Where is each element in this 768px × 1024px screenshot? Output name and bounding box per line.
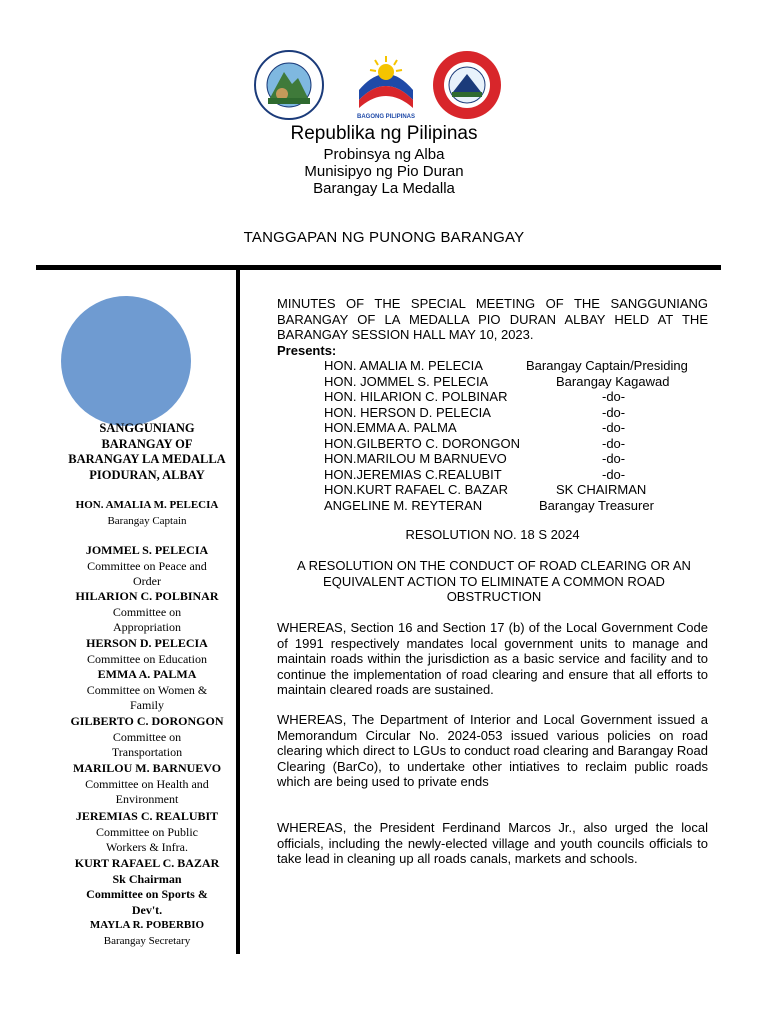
whereas-paragraph: WHEREAS, the President Ferdinand Marcos Jr., also urged the local officials, including the newly-elected village and youth councils officials to take lead in cleaning up all roads canals, markets and schools. bbox=[277, 820, 708, 866]
presents-label: Presents: bbox=[277, 343, 337, 358]
member-entry bbox=[58, 589, 236, 636]
member-role: Committee on bbox=[112, 729, 182, 744]
attendee-name: ANGELINE M. REYTERAN bbox=[324, 498, 483, 513]
attendee-role: -do- bbox=[602, 467, 626, 482]
member-entry bbox=[58, 543, 236, 590]
member-role: Environment bbox=[115, 792, 179, 806]
province-line: Probinsya ng Alba bbox=[323, 146, 445, 163]
resolution-title: A RESOLUTION ON THE CONDUCT OF ROAD CLEARING OR AN EQUIVALENT ACTION TO ELIMINATE A COMMON ROAD OBSTRUCTION bbox=[297, 558, 691, 604]
member-role: Transportation bbox=[111, 745, 183, 759]
attendee-name: HON. JOMMEL S. PELECIA bbox=[324, 374, 489, 389]
member-entry bbox=[58, 761, 236, 808]
member-role: Committee on Peace and bbox=[87, 558, 207, 573]
attendee-name: HON. HERSON D. PELECIA bbox=[324, 405, 491, 420]
sk-chairman-entry bbox=[58, 856, 236, 918]
member-role: Appropriation bbox=[113, 620, 181, 634]
member-entry bbox=[58, 667, 236, 714]
photo-placeholder bbox=[61, 296, 191, 426]
resolution-number: RESOLUTION NO. 18 S 2024 bbox=[405, 527, 580, 542]
attendee-role: -do- bbox=[602, 405, 626, 420]
member-role: Committee on Sports & bbox=[86, 887, 208, 901]
member-name: EMMA A. PALMA bbox=[97, 667, 197, 681]
attendee-name: HON. HILARION C. POLBINAR bbox=[324, 389, 508, 404]
attendee-role: Barangay Captain/Presiding bbox=[526, 358, 688, 373]
member-name: HILARION C. POLBINAR bbox=[75, 589, 219, 603]
member-role: Committee on bbox=[112, 604, 182, 619]
member-name: JOMMEL S. PELECIA bbox=[85, 543, 209, 557]
captain-entry bbox=[58, 498, 236, 529]
member-entry bbox=[58, 636, 236, 667]
member-role: Workers & Infra. bbox=[105, 840, 188, 854]
member-name: MAYLA R. POBERBIO bbox=[89, 919, 205, 931]
whereas-paragraph: WHEREAS, The Department of Interior and Local Government issued a Memorandum Circular No. 2024-053 issued various policies on road clearing which direct to LGUs to conduct road clearing and Barangay Road Clearing (BarCo), to undertake other intiatives to reclaim public roads which are being used to private ends bbox=[277, 712, 708, 789]
attendee-name: HON.EMMA A. PALMA bbox=[324, 420, 457, 435]
attendee-name: HON. AMALIA M. PELECIA bbox=[324, 358, 483, 373]
council-title: SANGGUNIANG BARANGAY OF BARANGAY LA MEDALLA PIODURAN, ALBAY bbox=[68, 421, 226, 482]
attendee-role: -do- bbox=[602, 436, 626, 451]
member-role: Committee on Women & bbox=[86, 682, 208, 697]
member-entry bbox=[58, 809, 236, 856]
attendee-name: HON.KURT RAFAEL C. BAZAR bbox=[324, 482, 508, 497]
attendee-role: -do- bbox=[602, 389, 626, 404]
member-role: Committee on Health and bbox=[85, 776, 209, 791]
minutes-intro: MINUTES OF THE SPECIAL MEETING OF THE SANGGUNIANG BARANGAY OF LA MEDALLA PIO DURAN ALBAY HELD AT THE BARANGAY SESSION HALL MAY 10, 2023. bbox=[277, 296, 708, 342]
whereas-paragraph: WHEREAS, Section 16 and Section 17 (b) of the Local Government Code of 1991 respectively mandates local government units to manage and maintain roads within the jurisdiction as a basic service and facility and to continue the implementation of road clearing and ensure that all efforts to maintain cleared roads are sustained. bbox=[277, 620, 708, 697]
member-role: Order bbox=[133, 574, 161, 588]
column-divider bbox=[236, 268, 240, 954]
attendee-role: -do- bbox=[602, 420, 626, 435]
secretary-entry bbox=[58, 918, 236, 949]
attendee-role: Barangay Treasurer bbox=[539, 498, 654, 513]
attendee-name: HON.MARILOU M BARNUEVO bbox=[324, 451, 507, 466]
member-role: Committee on Public bbox=[96, 824, 198, 839]
header-logos bbox=[254, 50, 518, 120]
attendee-role: SK CHAIRMAN bbox=[556, 482, 647, 497]
attendee-role: Barangay Kagawad bbox=[556, 374, 670, 389]
member-name: GILBERTO C. DORONGON bbox=[70, 714, 224, 728]
header-divider bbox=[36, 265, 721, 270]
barangay-seal-logo bbox=[254, 50, 324, 120]
attendee-role: -do- bbox=[602, 451, 626, 466]
member-name: HERSON D. PELECIA bbox=[86, 636, 208, 650]
republic-heading: Republika ng Pilipinas bbox=[290, 123, 478, 144]
member-name: HON. AMALIA M. PELECIA bbox=[75, 499, 219, 511]
member-entry bbox=[58, 714, 236, 761]
member-name: KURT RAFAEL C. BAZAR bbox=[74, 856, 220, 870]
attendee-name: HON.GILBERTO C. DORONGON bbox=[324, 436, 520, 451]
member-role: Barangay Captain bbox=[107, 514, 187, 527]
member-role: Family bbox=[129, 698, 164, 712]
member-role: Barangay Secretary bbox=[103, 934, 191, 947]
office-heading: TANGGAPAN NG PUNONG BARANGAY bbox=[243, 229, 525, 246]
svg-text:BAGONG PILIPINAS: BAGONG PILIPINAS bbox=[356, 114, 416, 120]
municipality-line: Munisipyo ng Pio Duran bbox=[304, 163, 464, 180]
member-role: Committee on Education bbox=[87, 651, 207, 666]
member-role: Sk Chairman bbox=[112, 871, 182, 886]
attendee-name: HON.JEREMIAS C.REALUBIT bbox=[324, 467, 502, 482]
member-name: JEREMIAS C. REALUBIT bbox=[75, 809, 219, 823]
member-role: Dev't. bbox=[131, 902, 163, 917]
bagong-pilipinas-logo bbox=[351, 50, 421, 120]
barangay-line: Barangay La Medalla bbox=[313, 180, 455, 197]
municipality-seal-logo bbox=[432, 50, 502, 120]
member-name: MARILOU M. BARNUEVO bbox=[72, 761, 222, 775]
